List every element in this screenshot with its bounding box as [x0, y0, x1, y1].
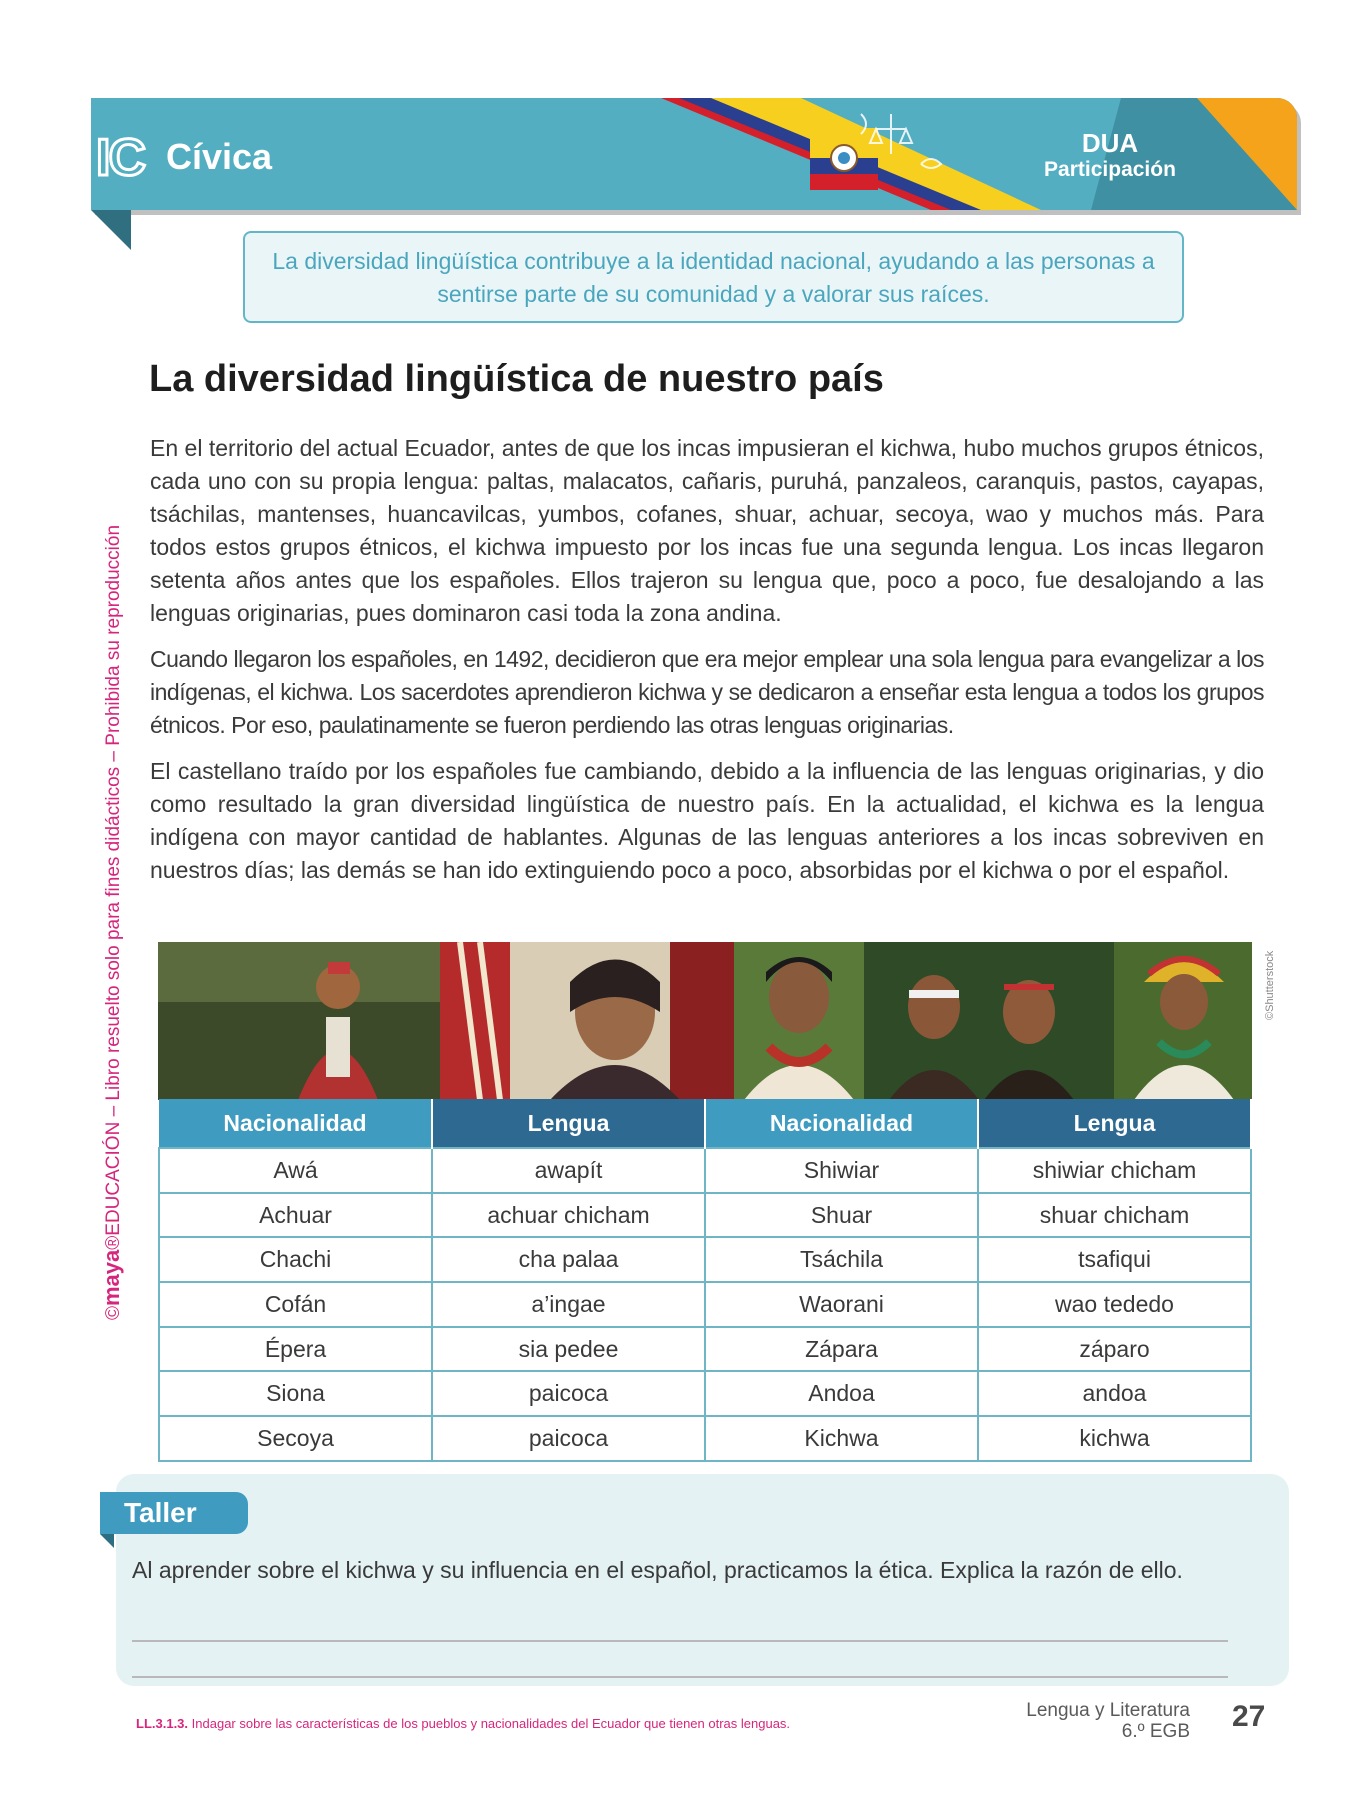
table-cell: tsafiqui — [978, 1237, 1251, 1282]
table-cell: záparo — [978, 1327, 1251, 1372]
table-cell: paicoca — [432, 1371, 705, 1416]
table-cell: Tsáchila — [705, 1237, 978, 1282]
table-cell: a’ingae — [432, 1282, 705, 1327]
photo-andean-woman — [440, 942, 734, 1100]
taller-question: Al aprender sobre el kichwa y su influencia en el español, practicamos la ética. Explica la razón de ello. — [132, 1557, 1183, 1583]
table-cell: Awá — [159, 1148, 432, 1193]
banner-fold — [91, 210, 131, 250]
table-cell: cha palaa — [432, 1237, 705, 1282]
copyright-notice: ®EDUCACIÓN – Libro resuelto solo para fines didácticos – Prohibida su reproducción — [103, 524, 124, 1250]
header-lengua-2: Lengua — [978, 1099, 1251, 1148]
photo-young-women — [864, 942, 1114, 1100]
table-cell: achuar chicham — [432, 1193, 705, 1238]
table-row — [159, 1193, 1251, 1238]
table-cell: shiwiar chicham — [978, 1148, 1251, 1193]
copyright-side-text — [99, 525, 125, 1320]
photo-awa-man — [158, 942, 440, 1100]
table-cell: Épera — [159, 1327, 432, 1372]
table-cell: paicoca — [432, 1416, 705, 1461]
table-cell: andoa — [978, 1371, 1251, 1416]
objective-text: Indagar sobre las características de los pueblos y nacionalidades del Ecuador que tienen otras lenguas. — [191, 1716, 791, 1731]
table-cell: Siona — [159, 1371, 432, 1416]
taller-label: Taller — [100, 1492, 248, 1534]
grade-label: 6.º EGB — [1121, 1721, 1190, 1742]
table-cell: Kichwa — [705, 1416, 978, 1461]
intro-quote-box: La diversidad lingüística contribuye a la identidad nacional, ayudando a las personas a sentirse parte de su comunidad y a valorar sus raíces. — [243, 231, 1184, 323]
table-cell: Chachi — [159, 1237, 432, 1282]
paragraph-3: El castellano traído por los españoles fue cambiando, debido a la influencia de las lenguas originarias, y dio como resultado la gran diversidad lingüística de nuestro país. En la actualidad, el kichwa es la lengua indígena con mayor cantidad de hablantes. Algunas de las lenguas anteriores a los incas sobreviven en nuestros días; las demás se han ido extinguiendo poco a poco, absorbidas por el kichwa o por el español. — [150, 758, 1264, 883]
photo-credit: ©Shutterstock — [1264, 950, 1276, 1020]
table-cell: Achuar — [159, 1193, 432, 1238]
table-cell: kichwa — [978, 1416, 1251, 1461]
table-cell: Andoa — [705, 1371, 978, 1416]
table-row — [159, 1148, 1251, 1193]
languages-table — [158, 1099, 1252, 1462]
section-title: Cívica — [166, 136, 273, 177]
header-nacionalidad-1: Nacionalidad — [159, 1099, 432, 1148]
civic-symbols-icon — [851, 104, 961, 204]
brand-name: maya — [99, 1249, 124, 1306]
objective-code: LL.3.1.3. — [136, 1716, 189, 1731]
paragraph-1: En el territorio del actual Ecuador, antes de que los incas impusieran el kichwa, hubo muchos grupos étnicos, cada uno con su propia lengua: paltas, malacatos, cañaris, puruhá, panzaleos, caranquis, pastos, cayapas, tsáchilas, mantenses, huancavilcas, yumbos, cofanes, shuar, achuar, secoya, wao y muchos más. Para todos estos grupos étnicos, el kichwa impuesto por los incas fue una segunda lengua. Los incas llegaron setenta años antes que los españoles. Ellos trajeron su lengua que, poco a poco, fue desalojando a las lenguas originarias, pues dominaron casi toda la zona andina. — [150, 435, 1264, 626]
paragraph-2: Cuando llegaron los españoles, en 1492, decidieron que era mejor emplear una sola lengua para evangelizar a los indígenas, el kichwa. Los sacerdotes aprendieron kichwa y se dedicaron a enseñar esta lengua a todos los grupos étnicos. Por eso, paulatinamente se fueron perdiendo las otras lenguas originarias. — [150, 646, 1264, 738]
photo-woman-necklace — [734, 942, 864, 1100]
taller-tab-fold — [100, 1534, 114, 1548]
table-header-row — [159, 1099, 1251, 1148]
copyright-symbol: © — [103, 1306, 124, 1320]
table-cell: sia pedee — [432, 1327, 705, 1372]
header-lengua-1: Lengua — [432, 1099, 705, 1148]
subject-name: Lengua y Literatura — [1026, 1700, 1190, 1721]
footer-subject — [990, 1700, 1190, 1742]
table-cell: Shuar — [705, 1193, 978, 1238]
table-cell: shuar chicham — [978, 1193, 1251, 1238]
table-cell: wao tededo — [978, 1282, 1251, 1327]
table-row — [159, 1282, 1251, 1327]
table-cell: awapít — [432, 1148, 705, 1193]
ic-logo: IC — [96, 129, 144, 187]
header-nacionalidad-2: Nacionalidad — [705, 1099, 978, 1148]
table-cell: Waorani — [705, 1282, 978, 1327]
table-row — [159, 1327, 1251, 1372]
table-row — [159, 1371, 1251, 1416]
footer-objective — [136, 1716, 790, 1731]
table-row — [159, 1416, 1251, 1461]
page-title: La diversidad lingüística de nuestro país — [149, 358, 884, 400]
table-row — [159, 1237, 1251, 1282]
answer-line-1[interactable] — [132, 1640, 1228, 1642]
table-cell: Cofán — [159, 1282, 432, 1327]
dua-label: DUA — [1081, 128, 1139, 158]
table-cell: Secoya — [159, 1416, 432, 1461]
answer-line-2[interactable] — [132, 1676, 1228, 1678]
dua-subtitle: Participación — [1044, 158, 1176, 181]
page-number: 27 — [1232, 1700, 1266, 1733]
photo-elder-headdress — [1114, 942, 1252, 1100]
table-cell: Shiwiar — [705, 1148, 978, 1193]
table-cell: Zápara — [705, 1327, 978, 1372]
